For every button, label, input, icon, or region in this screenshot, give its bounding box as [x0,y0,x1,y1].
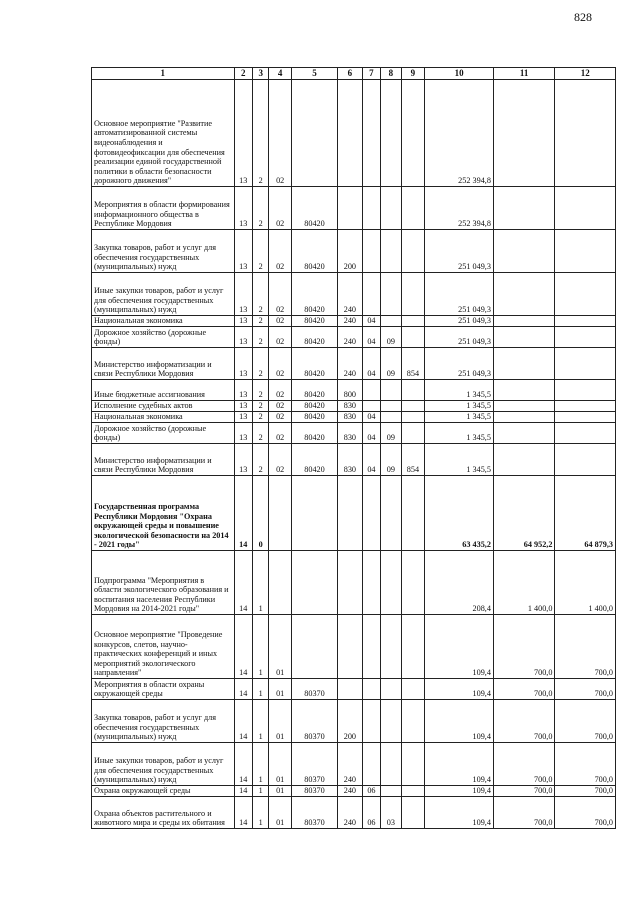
ministry-code-cell: 13 [234,80,252,187]
amount-2021-cell [555,401,616,412]
subsection-cell [381,380,402,401]
row-name-cell: Национальная экономика [92,316,235,327]
ministry-code-cell: 14 [234,679,252,700]
row-name-cell: Мероприятия в области охраны окружающей среды [92,679,235,700]
amount-2021-cell [555,327,616,348]
expense-type-cell: 240 [338,316,363,327]
ministry-code-cell: 14 [234,743,252,786]
subsection-cell [381,786,402,797]
subsection-cell [381,230,402,273]
program-code-cell: 1 [252,743,268,786]
grbs-code-cell [401,327,425,348]
section-cell [362,615,380,679]
table-row [92,316,616,327]
table-row [92,797,616,829]
subsection-cell [381,700,402,743]
subsection-cell [381,80,402,187]
amount-2021-cell [555,316,616,327]
table-row [92,679,616,700]
amount-2019-cell: 109,4 [425,797,494,829]
amount-2019-cell: 109,4 [425,679,494,700]
table-row [92,380,616,401]
direction-code-cell: 80420 [291,380,337,401]
ministry-code-cell: 14 [234,797,252,829]
direction-code-cell [291,551,337,615]
row-name-cell: Иные бюджетные ассигнования [92,380,235,401]
subsection-cell: 09 [381,327,402,348]
grbs-code-cell [401,700,425,743]
amount-2019-cell: 251 049,3 [425,348,494,380]
grbs-code-cell [401,476,425,551]
amount-2019-cell: 1 345,5 [425,444,494,476]
amount-2021-cell: 700,0 [555,797,616,829]
grbs-code-cell [401,230,425,273]
amount-2019-cell: 251 049,3 [425,230,494,273]
amount-2019-cell: 109,4 [425,743,494,786]
amount-2020-cell [493,348,555,380]
expense-type-cell: 800 [338,380,363,401]
direction-code-cell [291,615,337,679]
grbs-code-cell [401,380,425,401]
amount-2021-cell: 1 400,0 [555,551,616,615]
amount-2020-cell [493,401,555,412]
table-row [92,423,616,444]
subsection-cell [381,679,402,700]
row-name-cell: Министерство информатизации и связи Республики Мордовия [92,348,235,380]
expense-type-cell [338,615,363,679]
table-row [92,700,616,743]
expense-type-cell: 240 [338,797,363,829]
subsection-cell [381,551,402,615]
section-cell: 04 [362,412,380,423]
grbs-code-cell [401,679,425,700]
program-code-cell: 2 [252,327,268,348]
amount-2019-cell: 1 345,5 [425,423,494,444]
table-row [92,187,616,230]
column-header: 1 [92,68,235,80]
expense-type-cell: 240 [338,348,363,380]
subprogram-code-cell: 01 [269,679,292,700]
page-number: 828 [574,10,592,24]
ministry-code-cell: 14 [234,786,252,797]
expense-type-cell: 830 [338,423,363,444]
expense-type-cell [338,187,363,230]
amount-2021-cell [555,348,616,380]
section-cell [362,80,380,187]
row-name-cell: Подпрограмма "Мероприятия в области экологического образования и воспитания населения Республики Мордовия на 2014-2021 годы" [92,551,235,615]
amount-2021-cell [555,230,616,273]
column-header: 9 [401,68,425,80]
column-header: 8 [381,68,402,80]
expense-type-cell [338,476,363,551]
direction-code-cell [291,80,337,187]
subsection-cell [381,476,402,551]
grbs-code-cell [401,80,425,187]
grbs-code-cell [401,551,425,615]
row-name-cell: Иные закупки товаров, работ и услуг для обеспечения государственных (муниципальных) нужд [92,743,235,786]
direction-code-cell: 80420 [291,273,337,316]
row-name-cell: Основное мероприятие "Развитие автоматизированной системы видеонаблюдения и фотовидеофиксации для обеспечения реализации единой государственной политики в области безопасности дорожного движения" [92,80,235,187]
direction-code-cell: 80420 [291,348,337,380]
grbs-code-cell [401,401,425,412]
expense-type-cell: 830 [338,412,363,423]
amount-2020-cell [493,444,555,476]
amount-2020-cell: 700,0 [493,679,555,700]
amount-2020-cell [493,230,555,273]
row-name-cell: Государственная программа Республики Мордовия "Охрана окружающей среды и повышение экологической безопасности на 2014 - 2021 годы" [92,476,235,551]
program-code-cell: 1 [252,679,268,700]
row-name-cell: Национальная экономика [92,412,235,423]
expense-type-cell: 830 [338,444,363,476]
amount-2020-cell [493,187,555,230]
direction-code-cell: 80420 [291,316,337,327]
ministry-code-cell: 13 [234,423,252,444]
section-cell [362,273,380,316]
table-row [92,80,616,187]
subsection-cell: 09 [381,444,402,476]
column-header: 2 [234,68,252,80]
program-code-cell: 2 [252,412,268,423]
amount-2021-cell: 700,0 [555,679,616,700]
ministry-code-cell: 14 [234,476,252,551]
direction-code-cell: 80370 [291,797,337,829]
section-cell [362,230,380,273]
row-name-cell: Дорожное хозяйство (дорожные фонды) [92,423,235,444]
subprogram-code-cell: 01 [269,743,292,786]
subprogram-code-cell: 02 [269,380,292,401]
expense-type-cell [338,551,363,615]
program-code-cell: 1 [252,551,268,615]
direction-code-cell: 80420 [291,187,337,230]
amount-2021-cell [555,444,616,476]
section-cell [362,700,380,743]
subsection-cell [381,401,402,412]
grbs-code-cell: 854 [401,348,425,380]
amount-2019-cell: 63 435,2 [425,476,494,551]
ministry-code-cell: 13 [234,230,252,273]
program-code-cell: 1 [252,786,268,797]
subprogram-code-cell: 02 [269,187,292,230]
row-name-cell: Закупка товаров, работ и услуг для обеспечения государственных (муниципальных) нужд [92,230,235,273]
amount-2021-cell: 64 879,3 [555,476,616,551]
grbs-code-cell: 854 [401,444,425,476]
amount-2020-cell: 64 952,2 [493,476,555,551]
grbs-code-cell [401,615,425,679]
table-row [92,230,616,273]
amount-2021-cell [555,273,616,316]
table-header-row [92,68,616,80]
section-cell: 06 [362,797,380,829]
amount-2021-cell [555,380,616,401]
ministry-code-cell: 13 [234,187,252,230]
amount-2019-cell: 109,4 [425,615,494,679]
grbs-code-cell [401,412,425,423]
table-row [92,412,616,423]
program-code-cell: 2 [252,401,268,412]
ministry-code-cell: 13 [234,401,252,412]
program-code-cell: 1 [252,700,268,743]
section-cell: 06 [362,786,380,797]
amount-2019-cell: 251 049,3 [425,327,494,348]
subprogram-code-cell: 02 [269,80,292,187]
grbs-code-cell [401,316,425,327]
grbs-code-cell [401,423,425,444]
amount-2020-cell: 700,0 [493,786,555,797]
section-cell: 04 [362,327,380,348]
subprogram-code-cell: 01 [269,700,292,743]
amount-2019-cell: 208,4 [425,551,494,615]
direction-code-cell: 80370 [291,700,337,743]
subsection-cell: 03 [381,797,402,829]
program-code-cell: 2 [252,380,268,401]
table-row [92,615,616,679]
row-name-cell: Министерство информатизации и связи Республики Мордовия [92,444,235,476]
grbs-code-cell [401,797,425,829]
direction-code-cell [291,476,337,551]
expense-type-cell: 200 [338,700,363,743]
subprogram-code-cell: 01 [269,797,292,829]
expense-type-cell: 830 [338,401,363,412]
subsection-cell [381,743,402,786]
amount-2019-cell: 109,4 [425,786,494,797]
subprogram-code-cell: 02 [269,327,292,348]
amount-2019-cell: 252 394,8 [425,187,494,230]
expense-type-cell [338,80,363,187]
program-code-cell: 1 [252,615,268,679]
amount-2019-cell: 1 345,5 [425,412,494,423]
amount-2021-cell [555,412,616,423]
section-cell: 04 [362,444,380,476]
row-name-cell: Дорожное хозяйство (дорожные фонды) [92,327,235,348]
amount-2020-cell: 1 400,0 [493,551,555,615]
subprogram-code-cell [269,551,292,615]
row-name-cell: Исполнение судебных актов [92,401,235,412]
amount-2019-cell: 252 394,8 [425,80,494,187]
subprogram-code-cell [269,476,292,551]
row-name-cell: Охрана объектов растительного и животного мира и среды их обитания [92,797,235,829]
program-code-cell: 2 [252,348,268,380]
ministry-code-cell: 13 [234,327,252,348]
direction-code-cell: 80420 [291,444,337,476]
amount-2021-cell: 700,0 [555,615,616,679]
subsection-cell [381,615,402,679]
subprogram-code-cell: 02 [269,316,292,327]
direction-code-cell: 80420 [291,423,337,444]
ministry-code-cell: 13 [234,444,252,476]
amount-2020-cell [493,316,555,327]
expense-type-cell: 240 [338,273,363,316]
amount-2021-cell: 700,0 [555,700,616,743]
table-row [92,401,616,412]
subsection-cell [381,316,402,327]
subsection-cell: 09 [381,423,402,444]
grbs-code-cell [401,187,425,230]
subsection-cell [381,273,402,316]
program-code-cell: 1 [252,797,268,829]
subprogram-code-cell: 02 [269,444,292,476]
grbs-code-cell [401,273,425,316]
column-header: 12 [555,68,616,80]
section-cell [362,679,380,700]
expense-type-cell: 200 [338,230,363,273]
amount-2019-cell: 1 345,5 [425,401,494,412]
section-cell [362,187,380,230]
row-name-cell: Мероприятия в области формирования информационного общества в Республике Мордовия [92,187,235,230]
section-cell: 04 [362,423,380,444]
budget-table [91,67,616,829]
amount-2019-cell: 251 049,3 [425,273,494,316]
program-code-cell: 2 [252,80,268,187]
amount-2020-cell: 700,0 [493,615,555,679]
amount-2020-cell: 700,0 [493,797,555,829]
table-row [92,327,616,348]
table-row [92,786,616,797]
amount-2021-cell [555,423,616,444]
subprogram-code-cell: 01 [269,786,292,797]
program-code-cell: 0 [252,476,268,551]
direction-code-cell: 80370 [291,743,337,786]
direction-code-cell: 80420 [291,327,337,348]
table-row [92,476,616,551]
ministry-code-cell: 13 [234,348,252,380]
row-name-cell: Основное мероприятие "Проведение конкурсов, слетов, научно-практических конференций и иных мероприятий экологического направления" [92,615,235,679]
section-cell [362,380,380,401]
subprogram-code-cell: 02 [269,348,292,380]
ministry-code-cell: 13 [234,412,252,423]
amount-2020-cell [493,423,555,444]
column-header: 5 [291,68,337,80]
column-header: 7 [362,68,380,80]
amount-2021-cell: 700,0 [555,743,616,786]
amount-2019-cell: 1 345,5 [425,380,494,401]
subprogram-code-cell: 02 [269,412,292,423]
column-header: 11 [493,68,555,80]
section-cell: 04 [362,348,380,380]
amount-2021-cell [555,80,616,187]
subsection-cell: 09 [381,348,402,380]
amount-2020-cell [493,80,555,187]
amount-2020-cell [493,273,555,316]
table-row [92,743,616,786]
program-code-cell: 2 [252,230,268,273]
amount-2019-cell: 109,4 [425,700,494,743]
column-header: 3 [252,68,268,80]
ministry-code-cell: 13 [234,380,252,401]
subsection-cell [381,412,402,423]
amount-2021-cell: 700,0 [555,786,616,797]
section-cell: 04 [362,316,380,327]
ministry-code-cell: 14 [234,700,252,743]
expense-type-cell [338,679,363,700]
subprogram-code-cell: 02 [269,401,292,412]
program-code-cell: 2 [252,423,268,444]
table-row [92,348,616,380]
direction-code-cell: 80370 [291,679,337,700]
ministry-code-cell: 13 [234,316,252,327]
expense-type-cell: 240 [338,327,363,348]
column-header: 10 [425,68,494,80]
grbs-code-cell [401,743,425,786]
ministry-code-cell: 14 [234,551,252,615]
column-header: 4 [269,68,292,80]
amount-2021-cell [555,187,616,230]
program-code-cell: 2 [252,444,268,476]
amount-2019-cell: 251 049,3 [425,316,494,327]
subsection-cell [381,187,402,230]
amount-2020-cell [493,412,555,423]
ministry-code-cell: 13 [234,273,252,316]
section-cell [362,551,380,615]
direction-code-cell: 80420 [291,230,337,273]
amount-2020-cell: 700,0 [493,700,555,743]
ministry-code-cell: 14 [234,615,252,679]
section-cell [362,476,380,551]
section-cell [362,401,380,412]
row-name-cell: Закупка товаров, работ и услуг для обеспечения государственных (муниципальных) нужд [92,700,235,743]
table-row [92,273,616,316]
amount-2020-cell: 700,0 [493,743,555,786]
subprogram-code-cell: 02 [269,230,292,273]
expense-type-cell: 240 [338,743,363,786]
column-header: 6 [338,68,363,80]
row-name-cell: Иные закупки товаров, работ и услуг для обеспечения государственных (муниципальных) нужд [92,273,235,316]
program-code-cell: 2 [252,187,268,230]
subprogram-code-cell: 01 [269,615,292,679]
amount-2020-cell [493,380,555,401]
table-row [92,444,616,476]
program-code-cell: 2 [252,273,268,316]
direction-code-cell: 80420 [291,401,337,412]
grbs-code-cell [401,786,425,797]
program-code-cell: 2 [252,316,268,327]
expense-type-cell: 240 [338,786,363,797]
section-cell [362,743,380,786]
subprogram-code-cell: 02 [269,423,292,444]
direction-code-cell: 80420 [291,412,337,423]
table-row [92,551,616,615]
direction-code-cell: 80370 [291,786,337,797]
row-name-cell: Охрана окружающей среды [92,786,235,797]
subprogram-code-cell: 02 [269,273,292,316]
amount-2020-cell [493,327,555,348]
